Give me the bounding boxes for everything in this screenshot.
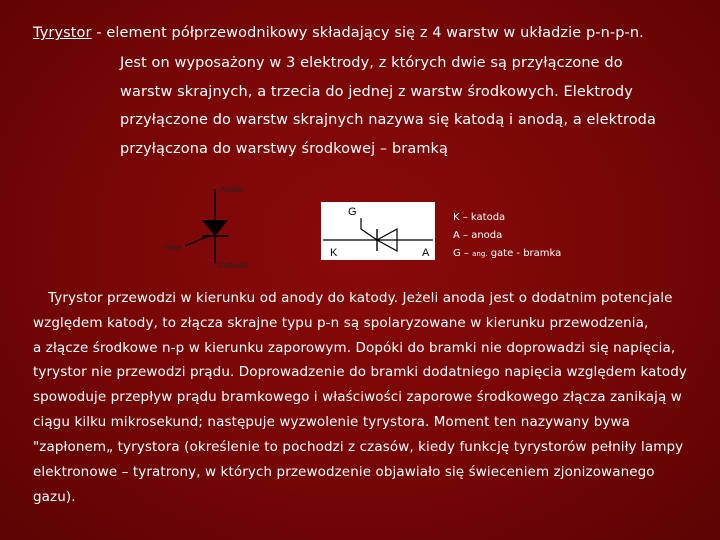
body-line-2: względem katody, to złącza skrajne typu p-n są spolaryzowane w kierunku przewodzenia, [33,315,649,331]
body-line-1: Tyrystor przewodzi w kierunku od anody do katody. Jeżeli anoda jest o dodatnim potencjale [48,290,673,306]
intro-line-4: przyłączone do warstw skrajnych nazywa się katodą i anodą, a elektroda [120,112,656,128]
box-label-k: K [330,247,338,259]
body-line-6: ciągu kilku mikrosekund; następuje wyzwolenie tyrystora. Moment ten nazywany bywa [33,414,631,430]
body-line-8: elektronowe – tyratrony, w których przewodzenie objawiało się świeceniem zjonizowanego [33,464,655,480]
intro-line-5: przyłączona do warstwy środkowej – bramką [120,141,449,157]
intro-line-1 [33,25,644,41]
legend-anoda: A – anoda [453,230,503,241]
thyristor-diagram-box [321,202,435,260]
legend-katoda: K – katoda [453,212,506,223]
label-gate: Gate [164,243,182,252]
box-label-g: G [348,206,357,218]
body-line-7: "zapłonem„ tyrystora (określenie to pochodzi z czasów, kiedy funkcję tyrystorów pełniły lampy [33,439,684,455]
thyristor-symbol [160,183,270,273]
intro-line-3: warstw skrajnych, a trzecia do jednej z warstw środkowych. Elektrody [120,84,633,100]
body-line-4: tyrystor nie przewodzi prądu. Doprowadzenie do bramki dodatniego napięcia względem katody [33,364,688,380]
body-line-3: a złącze środkowe n-p w kierunku zaporowym. Dopóki do bramki nie doprowadzi się napięcia, [33,340,676,356]
term-tyrystor[interactable]: Tyrystor [33,25,92,41]
symbol-gate-lead [185,236,209,246]
label-cathode: Cathode [218,261,249,270]
legend-g-prefix: G – [453,248,473,259]
legend-g-small: ang. [472,250,488,258]
body-line-9: gazu). [33,489,76,505]
label-anode: Anode [220,185,244,194]
intro-line-2: Jest on wyposażony w 3 elektrody, z których dwie są przyłączone do [120,55,623,71]
body-line-5: spowoduje przepływ prądu bramkowego i właściwości zaporowe środkowego złącza zanikają w [33,389,682,405]
legend-g-rest: gate - bramka [487,248,562,259]
box-label-a: A [422,247,430,259]
intro-line-1-text: - element półprzewodnikowy składający się z 4 warstw w układzie p-n-p-n. [91,25,644,41]
symbol-triangle [202,220,228,236]
legend-bramka [453,248,561,259]
